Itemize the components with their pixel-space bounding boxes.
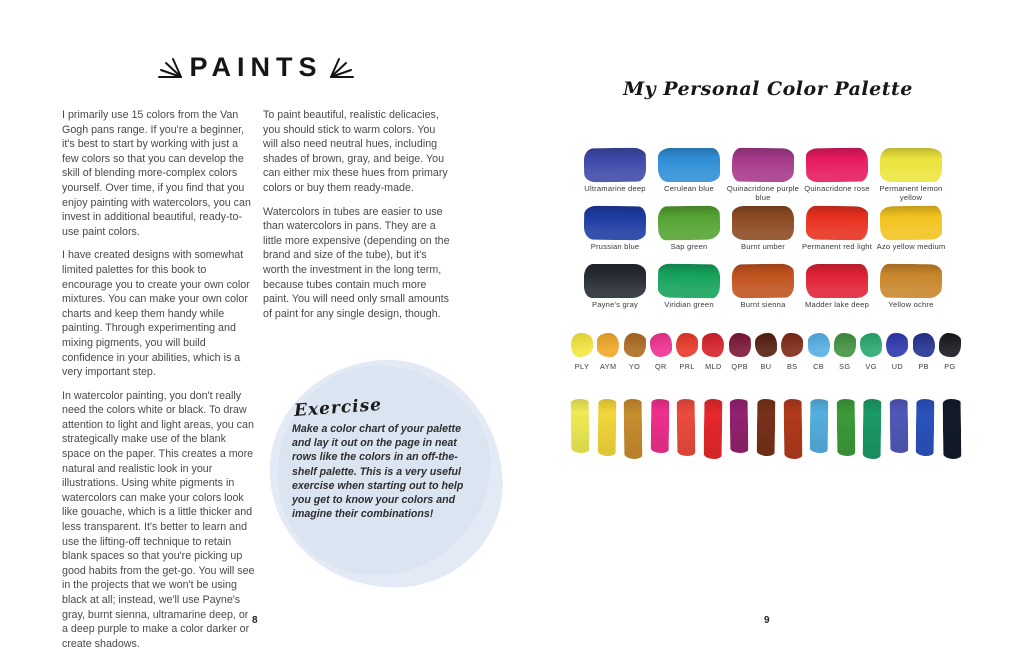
paint-swatch-label: Ultramarine deep: [584, 184, 646, 193]
abbr-label: BS: [786, 362, 798, 371]
abbr-swatch: [886, 333, 909, 358]
abbr-swatch-cell: [860, 333, 882, 371]
abbr-label: CB: [813, 362, 824, 371]
paint-swatch-label: Quinacridone rose: [804, 184, 870, 193]
paint-swatch-cell: [578, 264, 652, 322]
paint-swatch: [806, 148, 868, 183]
paint-swatch: [584, 206, 646, 241]
abbr-label: PLY: [574, 362, 590, 371]
brush-stroke: [889, 399, 908, 453]
page-number-right: 9: [764, 615, 770, 626]
body-text-column-2: [263, 108, 453, 330]
paint-swatch: [658, 148, 720, 182]
abbr-swatch-cell: [781, 333, 803, 371]
brush-stroke: [703, 399, 722, 459]
abbr-swatch-cell: [624, 333, 646, 371]
paint-swatch-cell: [874, 206, 948, 264]
paragraph: Watercolors in tubes are easier to use than watercolors in pans. They are a little more expensive (depending on the brand and size of the tube), but it's worth the investment in the long term, because tubes contain much more paint. You will need only small amounts of paint for any single design, though.: [263, 205, 450, 320]
paint-swatch-cell: [578, 206, 652, 264]
paint-swatch: [806, 206, 868, 241]
abbr-swatch-cell: [702, 333, 724, 371]
paint-swatch-cell: [726, 148, 800, 206]
paint-swatch: [880, 264, 942, 299]
burst-left-icon: [157, 57, 183, 79]
paint-swatch: [584, 264, 646, 298]
abbr-swatch: [702, 333, 725, 358]
abbr-label: PRL: [679, 362, 695, 371]
brush-stroke: [597, 399, 616, 456]
brush-stroke: [810, 399, 829, 453]
abbr-label: YO: [628, 362, 641, 371]
brush-stroke: [571, 399, 590, 453]
brush-stroke: [730, 399, 749, 453]
paint-swatch-cell: [800, 206, 874, 264]
paint-swatch-label: Cerulean blue: [664, 184, 714, 193]
paint-swatch-label: Yellow ochre: [888, 300, 934, 309]
abbr-label: AYM: [600, 362, 617, 371]
exercise-body: Make a color chart of your palette and lay it out on the page in neat rows like the colors in an off-the-shelf palette. This is a very useful exercise when starting out to help you get to know your colors and imagine their combinations!: [292, 423, 464, 521]
abbr-swatch-cell: [913, 333, 935, 371]
abbr-label: MLD: [705, 362, 722, 371]
paint-swatch: [880, 148, 942, 182]
paragraph: I have created designs with somewhat limited palettes for this book to encourage you to create your own color mixtures. You can make your own color charts and keep them handy while painting. Through experimenting and mixing pigments, you will build confidence in your abilities, which is a very important step.: [62, 249, 250, 379]
abbr-label: PG: [944, 362, 956, 371]
abbr-swatch: [623, 333, 646, 358]
paint-swatch: [658, 206, 720, 241]
exercise-title: Exercise: [293, 394, 383, 422]
abbr-swatch: [571, 333, 594, 358]
paint-swatch-label: Burnt sienna: [740, 300, 786, 309]
paint-swatch-label: Permanent red light: [801, 242, 873, 251]
paint-swatch-label: Prussian blue: [590, 242, 640, 251]
paint-swatch-cell: [800, 264, 874, 322]
paint-swatch: [732, 148, 794, 183]
exercise-callout: [270, 360, 502, 588]
paint-swatch-cell: [652, 264, 726, 322]
abbr-swatch-cell: [808, 333, 830, 371]
page-title: [0, 52, 512, 83]
brush-stroke: [757, 399, 776, 456]
paragraph: In watercolor painting, you don't really need the colors white or black. To draw attention to light and light areas, you can strategically make use of the blank space on the paper. This creates a more natural and realistic look in your illustrations. Using white pigments in watercolors can make your colors look like gouache, which is a little thicker and less transparent. It's better to learn and use the lifting-off technique to retain blank spaces so that you're picking up good habits from the get-go. You will see in the projects that we won't be using black at all; instead, we'll use Payne's gray, burnt sienna, ultramarine deep, or a deep purple to make a color darker or create shadows.: [62, 389, 255, 650]
abbr-swatch: [913, 333, 935, 357]
paragraph: I primarily use 15 colors from the Van Gogh pans range. If you're a beginner, it's best to start by working with just a few colors so that you can develop the skill of blending more-complex colors yourself. Over time, if you find that you enjoy painting with watercolors, you can invest in additional beautiful, ready-to-use paint colors.: [62, 109, 251, 238]
abbr-swatch-cell: [571, 333, 593, 371]
paint-swatch: [806, 264, 868, 298]
paint-swatch-cell: [726, 264, 800, 322]
page-title-text: PAINTS: [189, 52, 323, 82]
brush-stroke: [863, 399, 882, 459]
abbr-label: PB: [918, 362, 929, 371]
body-text-column-1: [62, 108, 255, 658]
paint-swatch-label: Burnt umber: [741, 242, 785, 251]
abbr-swatch-cell: [939, 333, 961, 371]
paint-swatch-cell: [874, 264, 948, 322]
brush-stroke: [916, 399, 935, 456]
paint-swatch-cell: [578, 148, 652, 206]
abbr-swatch: [834, 333, 856, 357]
paint-swatch-label: Sap green: [670, 242, 708, 251]
paint-swatch-label: Azo yellow medium: [876, 242, 946, 251]
abbr-swatch-cell: [886, 333, 908, 371]
paint-swatch: [584, 148, 646, 183]
paint-swatch-cell: [726, 206, 800, 264]
abbr-swatch: [650, 333, 673, 358]
paint-swatch-label: Payne's gray: [591, 300, 639, 309]
abbr-swatch-cell: [755, 333, 777, 371]
abbr-label: SG: [839, 362, 851, 371]
brush-stroke: [943, 399, 962, 459]
abbr-swatch-cell: [597, 333, 619, 371]
paint-swatch-cell: [652, 148, 726, 206]
page-number-left: 8: [252, 615, 258, 626]
paint-swatch-cell: [800, 148, 874, 206]
abbr-label: QPB: [731, 362, 748, 371]
abbr-swatch: [755, 333, 777, 357]
paint-swatch: [732, 264, 794, 299]
abbr-label: QR: [654, 362, 667, 371]
paint-swatch-cell: [652, 206, 726, 264]
abbr-label: BU: [760, 362, 772, 371]
paint-swatch-label: Permanent lemon yellow: [879, 184, 943, 202]
abbr-label: UD: [891, 362, 904, 371]
brush-stroke: [650, 399, 669, 453]
brush-stroke: [783, 399, 802, 459]
abbr-swatch-cell: [729, 333, 751, 371]
paint-swatch-label: Quinacridone purple blue: [726, 184, 800, 202]
palette-grid: [578, 148, 956, 322]
abbr-swatch: [781, 333, 804, 358]
paint-swatch-label: Viridian green: [664, 300, 714, 309]
abbreviation-row: [571, 333, 961, 371]
abbr-swatch: [728, 333, 751, 358]
paint-swatch-label: Madder lake deep: [805, 300, 869, 309]
palette-title: My Personal Color Palette: [623, 78, 913, 100]
paint-swatch: [732, 206, 794, 240]
paragraph: To paint beautiful, realistic delicacies, you should stick to warm colors. You will also need neutral hues, including shades of brown, gray, and beige. You can either mix these hues from primary colors or buy them ready-made.: [263, 109, 448, 194]
paint-swatch: [880, 206, 942, 241]
abbr-swatch: [597, 333, 619, 357]
abbr-swatch: [860, 333, 883, 358]
paint-swatch-cell: [874, 148, 948, 206]
abbr-swatch-cell: [834, 333, 856, 371]
brush-stroke: [836, 399, 855, 456]
abbr-swatch: [807, 333, 830, 358]
abbr-swatch-cell: [650, 333, 672, 371]
abbr-swatch-cell: [676, 333, 698, 371]
abbr-swatch: [676, 333, 698, 357]
brush-stroke-row: [571, 399, 961, 459]
abbr-label: VG: [865, 362, 877, 371]
brush-stroke: [624, 399, 643, 459]
brush-stroke: [677, 399, 696, 456]
abbr-swatch: [939, 333, 962, 358]
paint-swatch: [658, 264, 720, 299]
burst-right-icon: [329, 57, 355, 79]
